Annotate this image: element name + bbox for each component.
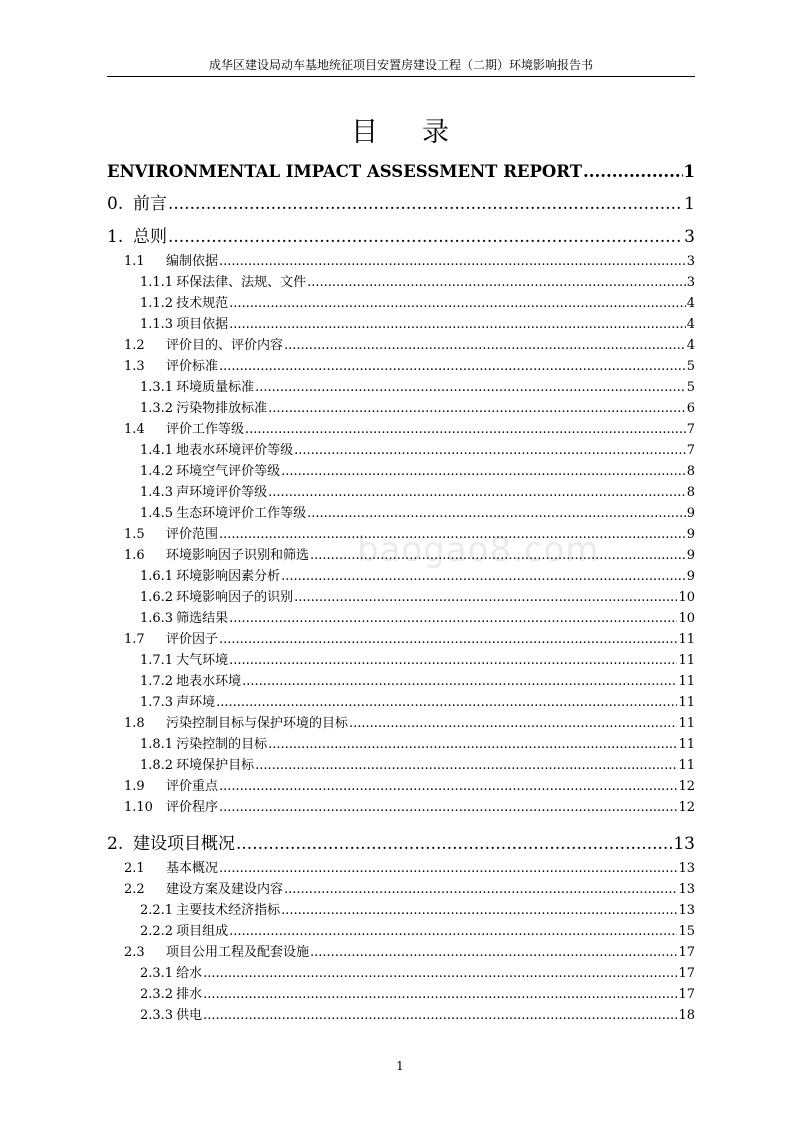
toc-entry-label: 环境影响因子识别和筛选	[166, 548, 310, 563]
toc-entry[interactable]	[107, 608, 695, 629]
toc-entry[interactable]	[107, 984, 695, 1005]
toc-entry-label: 污染控制目标与保护环境的目标	[166, 716, 349, 731]
page-number: 1	[396, 1059, 404, 1073]
toc-entry[interactable]	[107, 1005, 695, 1026]
toc-entry-number: 1.6.3	[140, 611, 174, 626]
toc-entry-title	[140, 754, 254, 773]
toc-leader-dots	[583, 162, 683, 181]
toc-leader-dots	[284, 338, 686, 353]
toc-entry-title	[140, 586, 293, 605]
toc-entry-label: 项目依据	[176, 317, 229, 332]
toc-entry-page: 10	[678, 611, 695, 626]
toc-entry-title	[124, 878, 283, 897]
toc-leader-dots	[245, 422, 686, 437]
toc-leader-dots	[168, 194, 683, 214]
toc-leader-dots	[281, 903, 677, 918]
toc-entry-title	[140, 376, 254, 395]
toc-entry-number: 1.4.3	[140, 485, 174, 500]
toc-entry-page: 8	[686, 485, 695, 500]
toc-leader-dots	[294, 443, 686, 458]
toc-leader-dots	[219, 800, 677, 815]
toc-entry-label: 供电	[176, 1008, 203, 1023]
toc-title-char-2: 录	[422, 117, 449, 148]
toc-entry-title	[140, 439, 293, 458]
toc-entry-number: 1.1.2	[140, 296, 174, 311]
toc-entry-label: 环境影响因素分析	[176, 569, 281, 584]
toc-entry[interactable]	[107, 797, 695, 818]
toc-entry-title	[140, 460, 280, 479]
toc-entry-page: 17	[678, 945, 695, 960]
toc-entry[interactable]	[107, 158, 695, 185]
toc-entry-label: 前言	[133, 194, 167, 214]
toc-entry-title	[124, 355, 218, 374]
toc-entry-label: 声环境评价等级	[176, 485, 268, 500]
toc-entry-label: 主要技术经济指标	[176, 903, 281, 918]
toc-entry-number: 1.6	[124, 548, 145, 563]
toc-entry-label: 技术规范	[176, 296, 229, 311]
toc-entry-number: 1.3	[124, 359, 145, 374]
toc-entry-number: 1.2	[124, 338, 145, 353]
toc-leader-dots	[203, 987, 677, 1002]
toc-entry-title	[124, 796, 218, 815]
toc-entry-title	[124, 334, 283, 353]
toc-entry-title	[140, 670, 241, 689]
toc-entry-label: 总则	[133, 227, 167, 247]
toc-entry-label: 污染控制的目标	[176, 737, 268, 752]
toc-leader-dots	[307, 506, 686, 521]
toc-entry-page: 11	[678, 653, 695, 668]
toc-entry-label: ENVIRONMENTAL IMPACT ASSESSMENT REPORT	[107, 162, 582, 181]
toc-leader-dots	[203, 1008, 677, 1023]
toc-entry-title	[124, 523, 218, 542]
toc-entry[interactable]	[107, 272, 695, 293]
toc-entry[interactable]	[107, 692, 695, 713]
toc-entry-page: 5	[686, 380, 695, 395]
toc-entry-page: 7	[686, 422, 695, 437]
toc-entry-page: 13	[678, 861, 695, 876]
toc-leader-dots	[281, 464, 686, 479]
toc-entry-title	[124, 857, 218, 876]
toc-entry-title	[124, 712, 348, 731]
toc-entry-number: 1.4.1	[140, 443, 174, 458]
toc-entry-number: 2.1	[124, 861, 145, 876]
toc-entry-title	[124, 628, 218, 647]
toc-entry-number: 1.3.2	[140, 401, 174, 416]
toc-entry[interactable]	[107, 314, 695, 335]
toc-entry-number: 1.6.1	[140, 569, 174, 584]
toc-leader-dots	[268, 485, 686, 500]
toc-entry-page: 11	[678, 695, 695, 710]
toc-entry-page: 11	[678, 758, 695, 773]
toc-entry-title	[107, 189, 167, 214]
toc-entry-label: 地表水环境评价等级	[176, 443, 294, 458]
toc-entry-label: 给水	[176, 966, 203, 981]
watermark: baogao8.com	[357, 530, 600, 570]
toc-entry[interactable]	[107, 356, 695, 377]
toc-entry-label: 环境空气评价等级	[176, 464, 281, 479]
toc-entry-page: 9	[686, 548, 695, 563]
toc-entry-title	[140, 1004, 202, 1023]
toc-leader-dots	[255, 758, 677, 773]
toc-entry-number: 1.1.3	[140, 317, 174, 332]
toc-leader-dots	[219, 632, 677, 647]
toc-entry-number: 2.2.1	[140, 903, 174, 918]
toc-entry-label: 项目组成	[176, 924, 229, 939]
toc-entry[interactable]	[107, 650, 695, 671]
toc-title-char-1: 目	[351, 117, 378, 148]
toc-entry-page: 13	[678, 882, 695, 897]
toc-title	[0, 115, 800, 151]
toc-entry[interactable]	[107, 942, 695, 963]
toc-entry-number: 1.5	[124, 527, 145, 542]
toc-entry-number: 1.10	[124, 800, 153, 815]
toc-leader-dots	[268, 401, 686, 416]
toc-entry-page: 3	[686, 275, 695, 290]
toc-entry-label: 环境保护目标	[176, 758, 255, 773]
toc-entry-title	[140, 920, 228, 939]
toc-entry-label: 编制依据	[166, 254, 219, 269]
toc-entry[interactable]	[107, 419, 695, 440]
toc-entry-number: 1.7.2	[140, 674, 174, 689]
toc-entry-title	[140, 962, 202, 981]
toc-entry-title	[140, 292, 228, 311]
toc-entry-page: 6	[686, 401, 695, 416]
toc-leader-dots	[219, 254, 686, 269]
toc-entry-label: 环保法律、法规、文件	[176, 275, 307, 290]
toc-leader-dots	[219, 527, 686, 542]
toc-entry[interactable]	[107, 377, 695, 398]
toc-entry-title	[124, 418, 244, 437]
toc-entry-title	[140, 607, 228, 626]
toc-entry-title	[140, 649, 228, 668]
toc-entry-page: 11	[678, 716, 695, 731]
toc-leader-dots	[281, 569, 686, 584]
header-divider	[107, 76, 695, 77]
toc-entry[interactable]	[107, 524, 695, 545]
toc-entry-number: 2.	[107, 834, 124, 854]
toc-entry[interactable]	[107, 185, 695, 218]
toc-entry-page: 4	[686, 296, 695, 311]
toc-entry-number: 1.8	[124, 716, 145, 731]
toc-entry-number: 1.4	[124, 422, 145, 437]
toc-leader-dots	[229, 924, 677, 939]
toc-entry-page: 5	[686, 359, 695, 374]
toc-entry-title	[140, 899, 280, 918]
toc-entry-label: 评价标准	[166, 359, 219, 374]
toc-entry-label: 评价程序	[166, 800, 219, 815]
toc-leader-dots	[229, 653, 677, 668]
toc-entry-title	[140, 271, 306, 290]
toc-entry-number: 1.8.2	[140, 758, 174, 773]
toc-entry[interactable]	[107, 293, 695, 314]
toc-leader-dots	[219, 359, 686, 374]
toc-entry-label: 建设方案及建设内容	[166, 882, 284, 897]
toc-entry-title	[140, 691, 215, 710]
toc-entry[interactable]	[107, 963, 695, 984]
toc-entry-page: 9	[686, 506, 695, 521]
toc-entry-number: 1.1	[124, 254, 145, 269]
toc-entry-number: 2.3.1	[140, 966, 174, 981]
toc-entry-page: 7	[686, 443, 695, 458]
toc-entry-title	[140, 397, 267, 416]
toc-leader-dots	[168, 227, 683, 247]
toc-entry-title	[124, 544, 309, 563]
toc-entry-page: 4	[686, 317, 695, 332]
toc-leader-dots	[236, 834, 672, 854]
toc-entry[interactable]	[107, 482, 695, 503]
toc-entry-title	[107, 222, 167, 247]
toc-entry-page: 1	[684, 194, 695, 214]
toc-entry-number: 1.1.1	[140, 275, 174, 290]
toc-entry-number: 1.8.1	[140, 737, 174, 752]
toc-leader-dots	[242, 674, 677, 689]
toc-entry[interactable]	[107, 503, 695, 524]
toc-entry-label: 生态环境评价工作等级	[176, 506, 307, 521]
toc-entry[interactable]	[107, 566, 695, 587]
toc-entry-number: 2.3.3	[140, 1008, 174, 1023]
toc-entry[interactable]	[107, 461, 695, 482]
toc-entry-title	[140, 983, 202, 1002]
toc-entry-page: 13	[673, 834, 695, 854]
toc-entry-number: 1.6.2	[140, 590, 174, 605]
toc-entry-label: 声环境	[176, 695, 216, 710]
toc-entry-label: 排水	[176, 987, 203, 1002]
toc-entry-page: 10	[678, 590, 695, 605]
toc-entry-label: 污染物排放标准	[176, 401, 268, 416]
toc-entry[interactable]	[107, 251, 695, 272]
toc-leader-dots	[310, 548, 686, 563]
toc-entry-number: 2.3.2	[140, 987, 174, 1002]
toc-leader-dots	[307, 275, 686, 290]
toc-entry[interactable]	[107, 671, 695, 692]
toc-entry[interactable]	[107, 776, 695, 797]
toc-entry-page: 11	[678, 737, 695, 752]
toc-entry-number: 2.3	[124, 945, 145, 960]
toc-entry[interactable]	[107, 398, 695, 419]
toc-entry-label: 项目公用工程及配套设施	[166, 945, 310, 960]
toc-entry-page: 17	[678, 966, 695, 981]
toc-entry[interactable]	[107, 755, 695, 776]
toc-entry-label: 评价目的、评价内容	[166, 338, 284, 353]
toc-entry[interactable]	[107, 545, 695, 566]
running-header: 成华区建设局动车基地统征项目安置房建设工程（二期）环境影响报告书	[208, 58, 593, 72]
toc-entry[interactable]	[107, 440, 695, 461]
toc-entry-number: 1.7.1	[140, 653, 174, 668]
toc-leader-dots	[229, 296, 686, 311]
toc-entry-title	[124, 941, 309, 960]
toc-entry-label: 评价因子	[166, 632, 219, 647]
toc-leader-dots	[203, 966, 677, 981]
toc-entry-number: 0.	[107, 194, 124, 214]
toc-entry-title	[140, 313, 228, 332]
toc-entry-page: 11	[678, 674, 695, 689]
toc-entry-label: 地表水环境	[176, 674, 242, 689]
toc-entry[interactable]	[107, 921, 695, 942]
toc-entry-label: 建设项目概况	[133, 834, 235, 854]
toc-entry-page: 9	[686, 527, 695, 542]
toc-entry-label: 环境影响因子的识别	[176, 590, 294, 605]
toc-entry[interactable]	[107, 900, 695, 921]
toc-entry-title	[140, 502, 306, 521]
toc-entry-number: 1.	[107, 227, 124, 247]
toc-leader-dots	[349, 716, 677, 731]
toc-entry-page: 18	[678, 1008, 695, 1023]
toc-entry-number: 2.2.2	[140, 924, 174, 939]
toc-leader-dots	[255, 380, 686, 395]
toc-entry-number: 1.4.2	[140, 464, 174, 479]
toc-entry-number: 2.2	[124, 882, 145, 897]
toc-entry-label: 评价范围	[166, 527, 219, 542]
toc-entry[interactable]	[107, 818, 695, 858]
toc-entry-title	[140, 565, 280, 584]
toc-leader-dots	[310, 945, 677, 960]
toc-entry-title	[124, 775, 218, 794]
toc-entry-number: 1.7	[124, 632, 145, 647]
toc-entry-page: 15	[678, 924, 695, 939]
toc-entry-page: 1	[683, 162, 695, 181]
toc-leader-dots	[219, 779, 677, 794]
toc-entry-page: 11	[678, 632, 695, 647]
toc-leader-dots	[284, 882, 677, 897]
toc-entry-title	[140, 733, 267, 752]
toc-entry[interactable]	[107, 587, 695, 608]
toc-leader-dots	[216, 695, 677, 710]
toc-entry-number: 1.7.3	[140, 695, 174, 710]
toc-entry-title	[107, 162, 582, 181]
toc-entry-page: 4	[686, 338, 695, 353]
toc-leader-dots	[219, 861, 677, 876]
toc-entry-label: 环境质量标准	[176, 380, 255, 395]
toc-entry[interactable]	[107, 858, 695, 879]
toc-entry-page: 17	[678, 987, 695, 1002]
toc-entry-page: 3	[684, 227, 695, 247]
toc-entry[interactable]	[107, 335, 695, 356]
toc-entry[interactable]	[107, 879, 695, 900]
toc-entry-label: 基本概况	[166, 861, 219, 876]
toc-entry-page: 3	[686, 254, 695, 269]
toc-entry-page: 9	[686, 569, 695, 584]
toc-entry-label: 评价工作等级	[166, 422, 245, 437]
toc-entry-title	[140, 481, 267, 500]
toc-entry[interactable]	[107, 713, 695, 734]
toc-entry-number: 1.3.1	[140, 380, 174, 395]
toc-leader-dots	[294, 590, 677, 605]
toc-entry-title	[107, 829, 235, 854]
toc-entry[interactable]	[107, 218, 695, 251]
toc-entry-number: 1.9	[124, 779, 145, 794]
table-of-contents	[107, 158, 695, 1026]
toc-entry-page: 13	[678, 903, 695, 918]
toc-entry[interactable]	[107, 734, 695, 755]
toc-entry-page: 12	[678, 779, 695, 794]
toc-entry-title	[124, 250, 218, 269]
toc-entry-label: 评价重点	[166, 779, 219, 794]
toc-leader-dots	[229, 611, 677, 626]
toc-entry-label: 大气环境	[176, 653, 229, 668]
toc-leader-dots	[229, 317, 686, 332]
toc-entry-page: 12	[678, 800, 695, 815]
toc-leader-dots	[268, 737, 677, 752]
toc-entry-page: 8	[686, 464, 695, 479]
toc-entry-number: 1.4.5	[140, 506, 174, 521]
toc-entry[interactable]	[107, 629, 695, 650]
toc-entry-label: 筛选结果	[176, 611, 229, 626]
